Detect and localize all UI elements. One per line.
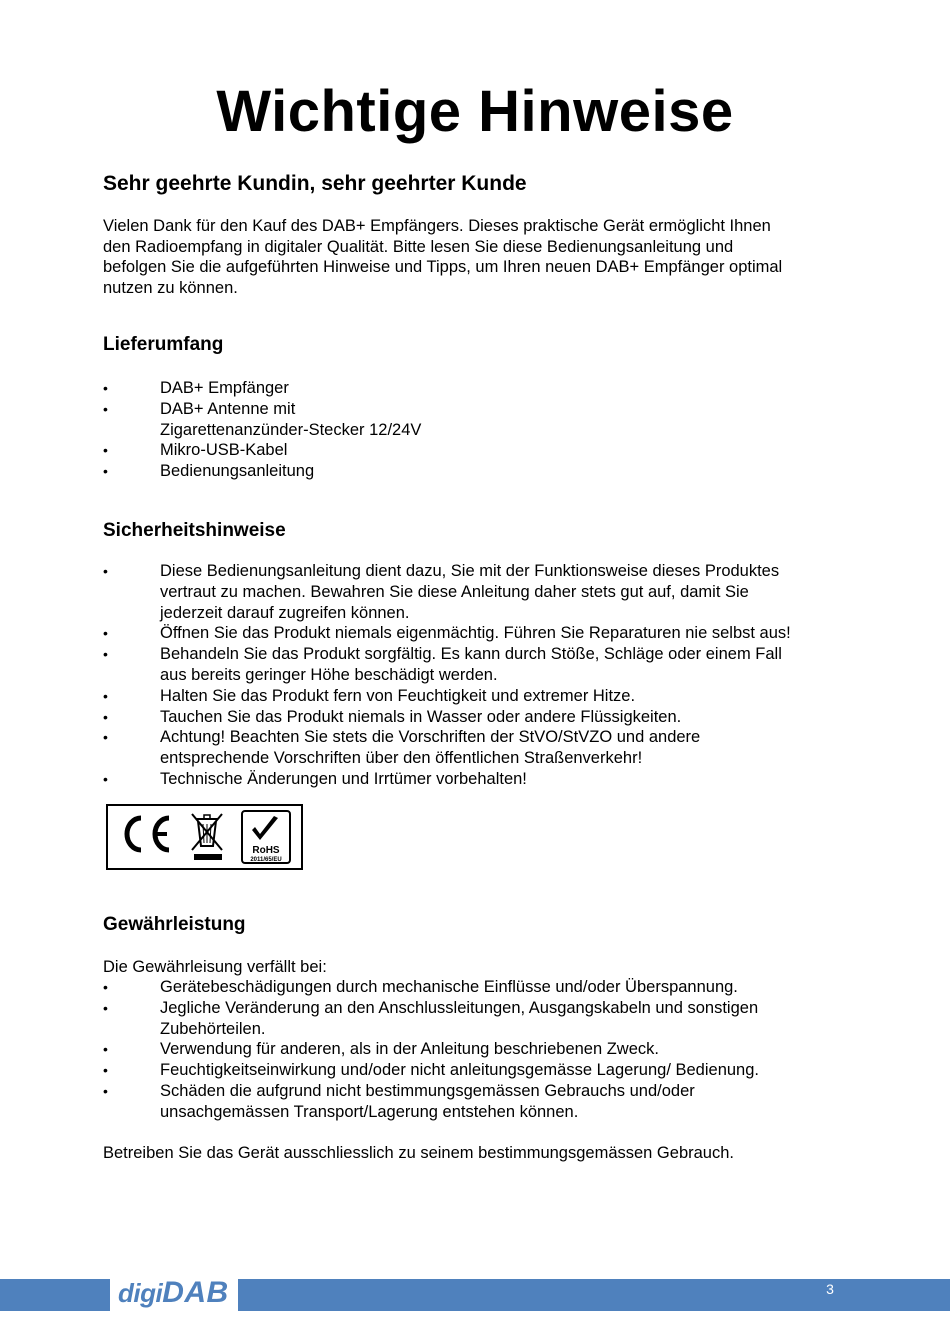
certification-marks [106,804,303,870]
bullet-icon: • [103,646,108,663]
list-item-line: Jegliche Veränderung an den Anschlussleitungen, Ausgangskabeln und sonstigen [160,998,759,1017]
sicherheit-list [103,561,848,790]
list-item [103,440,848,461]
bullet-icon: • [103,400,108,417]
bullet-icon: • [103,708,108,725]
digidab-logo [118,1276,229,1310]
list-item [103,378,848,399]
list-item-line: DAB+ Antenne mit [160,399,296,418]
list-item-line: vertraut zu machen. Bewahren Sie diese Anleitung daher stets gut auf, damit Sie [160,582,749,601]
list-item-line: Halten Sie das Produkt fern von Feuchtigkeit und extremer Hitze. [160,686,636,705]
list-item-line: Diese Bedienungsanleitung dient dazu, Sie mit der Funktionsweise dieses Produktes [160,562,780,580]
closing-paragraph: Betreiben Sie das Gerät ausschliesslich zu seinem bestimmungsgemässen Gebrauch. [103,1144,734,1162]
list-item-line: Gerätebeschädigungen durch mechanische Einflüsse und/oder Überspannung. [160,978,738,996]
list-item [103,769,848,790]
paragraph-line: Vielen Dank für den Kauf des DAB+ Empfängers. Dieses praktische Gerät ermöglicht Ihnen [103,217,771,235]
list-item-line: Bedienungsanleitung [160,462,315,481]
list-item-line: Tauchen Sie das Produkt niemals in Wasser oder andere Flüssigkeiten. [160,707,682,726]
list-item [103,998,848,1040]
bullet-icon: • [103,770,108,787]
bullet-icon: • [103,625,108,642]
bullet-icon: • [103,1082,108,1099]
gewaehrleistung-intro: Die Gewährleisung verfällt bei: [103,958,327,976]
weee-crossed-bin-icon [192,814,222,860]
ce-mark-icon [127,818,169,850]
list-item-line: Achtung! Beachten Sie stets die Vorschriften der StVO/StVZO und andere [160,728,701,747]
list-item-line: Behandeln Sie das Produkt sorgfältig. Es kann durch Stöße, Schläge oder einem Fall [160,645,782,664]
list-item [103,977,848,998]
paragraph-line: den Radioempfang in digitaler Qualität. Bitte lesen Sie diese Bedienungsanleitung und [103,237,734,256]
list-item-line: Feuchtigkeitseinwirkung und/oder nicht anleitungsgemässe Lagerung/ Bedienung. [160,1061,759,1080]
bullet-icon: • [103,563,108,579]
page-number: 3 [826,1281,834,1297]
list-item-line: Zigarettenanzünder-Stecker 12/24V [160,420,422,439]
list-item [103,727,848,769]
paragraph-line: nutzen zu können. [103,278,238,297]
bullet-icon: • [103,463,108,480]
bullet-icon: • [103,687,108,704]
list-item-line: Schäden die aufgrund nicht bestimmungsgemässen Gebrauchs und/oder [160,1081,695,1100]
list-item [103,399,848,441]
bullet-icon: • [103,729,108,746]
certification-marks-graphic [108,806,301,868]
list-item-line: unsachgemässen Transport/Lagerung entstehen können. [160,1102,579,1121]
bullet-icon: • [103,979,108,995]
bullet-icon: • [103,442,108,459]
list-item [103,686,848,707]
list-item-line: Zubehörteilen. [160,1019,266,1038]
page-title: Wichtige Hinweise [216,79,734,144]
list-item [103,561,848,623]
list-item [103,1060,848,1081]
logo-prefix: digi [118,1278,163,1308]
paragraph-line: befolgen Sie die aufgeführten Hinweise und Tipps, um Ihren neuen DAB+ Empfänger optimal [103,258,783,276]
list-item [103,644,848,686]
rohs-directive: 2011/65/EU [250,857,282,863]
list-item [103,623,848,644]
list-item-line: Verwendung für anderen, als in der Anleitung beschriebenen Zweck. [160,1040,659,1059]
list-item-line: jederzeit darauf zugreifen können. [160,603,410,622]
bullet-icon: • [103,380,108,396]
rohs-check-icon [242,811,290,863]
list-item [103,1039,848,1060]
list-item [103,1081,848,1123]
bullet-icon: • [103,1062,108,1079]
list-item-line: entsprechende Vorschriften über den öffentlichen Straßenverkehr! [160,749,643,768]
list-item [103,461,848,482]
sicherheit-heading: Sicherheitshinweise [103,520,286,541]
list-item [103,707,848,728]
rohs-label: RoHS [252,845,280,856]
bullet-icon: • [103,999,108,1016]
list-item-line: DAB+ Empfänger [160,379,289,397]
list-item-line: aus bereits geringer Höhe beschädigt werden. [160,665,498,684]
logo-suffix: DAB [162,1276,229,1309]
lieferumfang-list [103,378,848,482]
greeting-heading: Sehr geehrte Kundin, sehr geehrter Kunde [103,172,527,195]
lieferumfang-heading: Lieferumfang [103,334,224,355]
greeting-paragraph [103,216,843,298]
bullet-icon: • [103,1041,108,1058]
list-item-line: Öffnen Sie das Produkt niemals eigenmächtig. Führen Sie Reparaturen nie selbst aus! [160,624,791,643]
gewaehrleistung-list [103,977,848,1123]
list-item-line: Mikro-USB-Kabel [160,441,288,460]
list-item-line: Technische Änderungen und Irrtümer vorbehalten! [160,769,527,788]
gewaehrleistung-heading: Gewährleistung [103,914,246,935]
